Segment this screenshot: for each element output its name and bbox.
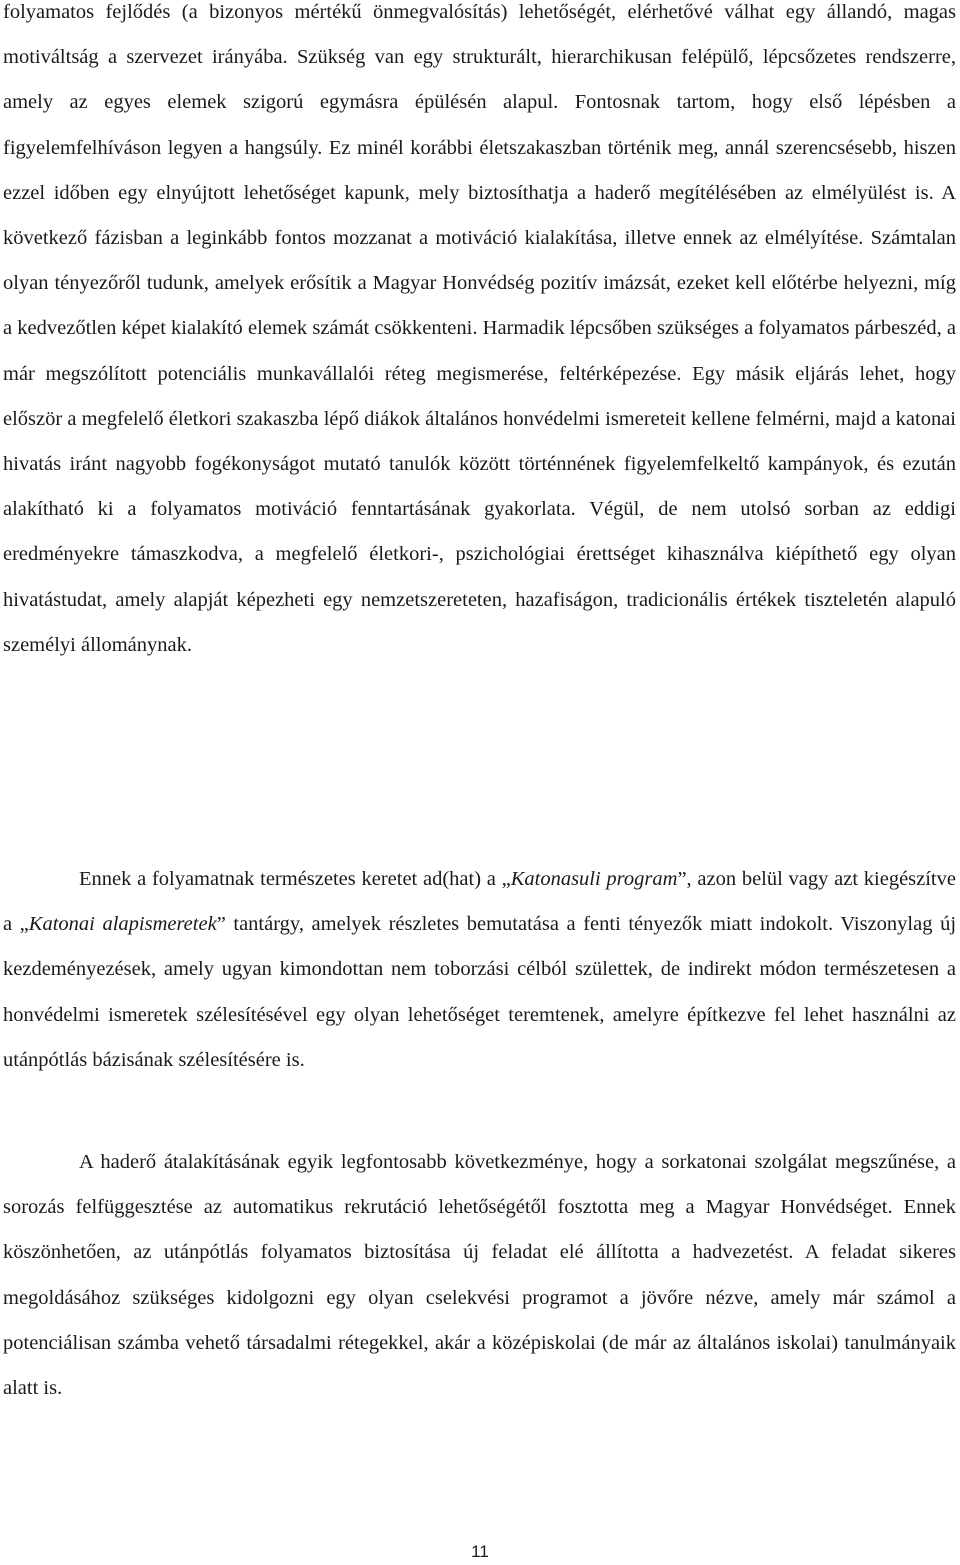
paragraph-1-text: folyamatos fejlődés (a bizonyos mértékű önmegvalósítás) lehetőségét, elérhetővé válhat egy állandó, magas motiváltság a szervezet irányába. Szükség van egy strukturált, hierarchikusan felépülő, lépcsőzetes rendszerre, amely az egyes elemek szigorú egymásra épülésén alapul. Fontosnak tartom, hogy első lépésben a figyelemfelhíváson legyen a hangsúly. Ez minél korábbi életszakaszban történik meg, annál szerencsésebb, hiszen ezzel időben egy elnyújtott lehetőséget kapunk, mely biztosíthatja a haderő megítélésében az elmélyülést is. A következő fázisban a leginkább fontos mozzanat a motiváció kialakítása, illetve ennek az elmélyítése. Számtalan olyan tényezőről tudunk, amelyek erősítik a Magyar Honvédség pozitív imázsát, ezeket kell előtérbe helyezni, míg a kedvezőtlen képet kialakító elemek számát csökkenteni. Harmadik lépcsőben szükséges a folyamatos párbeszéd, a már megszólított potenciális munkavállalói réteg megismerése, feltérképezése. Egy másik eljárás lehet, hogy először a megfelelő életkori szakaszba lépő diákok általános honvédelmi ismereteit kellene felmérni, majd a katonai hivatás iránt nagyobb fogékonyságot mutató tanulók között történnének figyelemfelkeltő kampányok, és ezután alakítható ki a folyamatos motiváció fenntartásának gyakorlata. Végül, de nem utolsó sorban az eddigi eredményekre támaszkodva, a megfelelő életkori-, pszichológiai érettséget kihasználva kiépíthető egy olyan hivatástudat, amely alapját képezheti egy nemzetszereteten, hazafiságon, tradicionális értékek tiszteletén alapuló személyi állománynak.	[3, 1, 956, 656]
paragraph-2-text-b: ”, azon belül vagy azt kiegészítve a „	[3, 868, 956, 936]
program-name-italic: Katonasuli program	[510, 868, 678, 890]
paragraph-2	[3, 857, 956, 1083]
paragraph-1	[3, 0, 956, 668]
paragraph-3-text: A haderő átalakításának egyik legfontosabb következménye, hogy a sorkatonai szolgálat megszűnése, a sorozás felfüggesztése az automatikus rekrutáció lehetőségétől fosztotta meg a Magyar Honvédséget. Ennek köszönhetően, az utánpótlás folyamatos biztosítása új feladat elé állította a hadvezetést. A feladat sikeres megoldásához szükséges kidolgozni egy olyan cselekvési programot a jövőre nézve, amely már számol a potenciálisan számba vehető társadalmi rétegekkel, akár a középiskolai (de már az általános iskolai) tanulmányaik alatt is.	[3, 1151, 956, 1400]
page-number: 11	[471, 1542, 489, 1561]
paragraph-2-text-a: Ennek a folyamatnak természetes keretet ad(hat) a „	[79, 868, 511, 890]
paragraph-2-text-c: ” tantárgy, amelyek részletes bemutatása a fenti tényezők miatt indokolt. Viszonylag új kezdeményezések, amely ugyan kimondottan nem toborzási célból születtek, de indirekt módon természetesen a honvédelmi ismeretek szélesítésével egy olyan lehetőséget teremtenek, amelyre építkezve fel lehet használni az utánpótlás bázisának szélesítésére is.	[3, 913, 957, 1071]
paragraph-3	[3, 1140, 956, 1411]
subject-name-italic: Katonai alapismeretek	[28, 913, 217, 936]
